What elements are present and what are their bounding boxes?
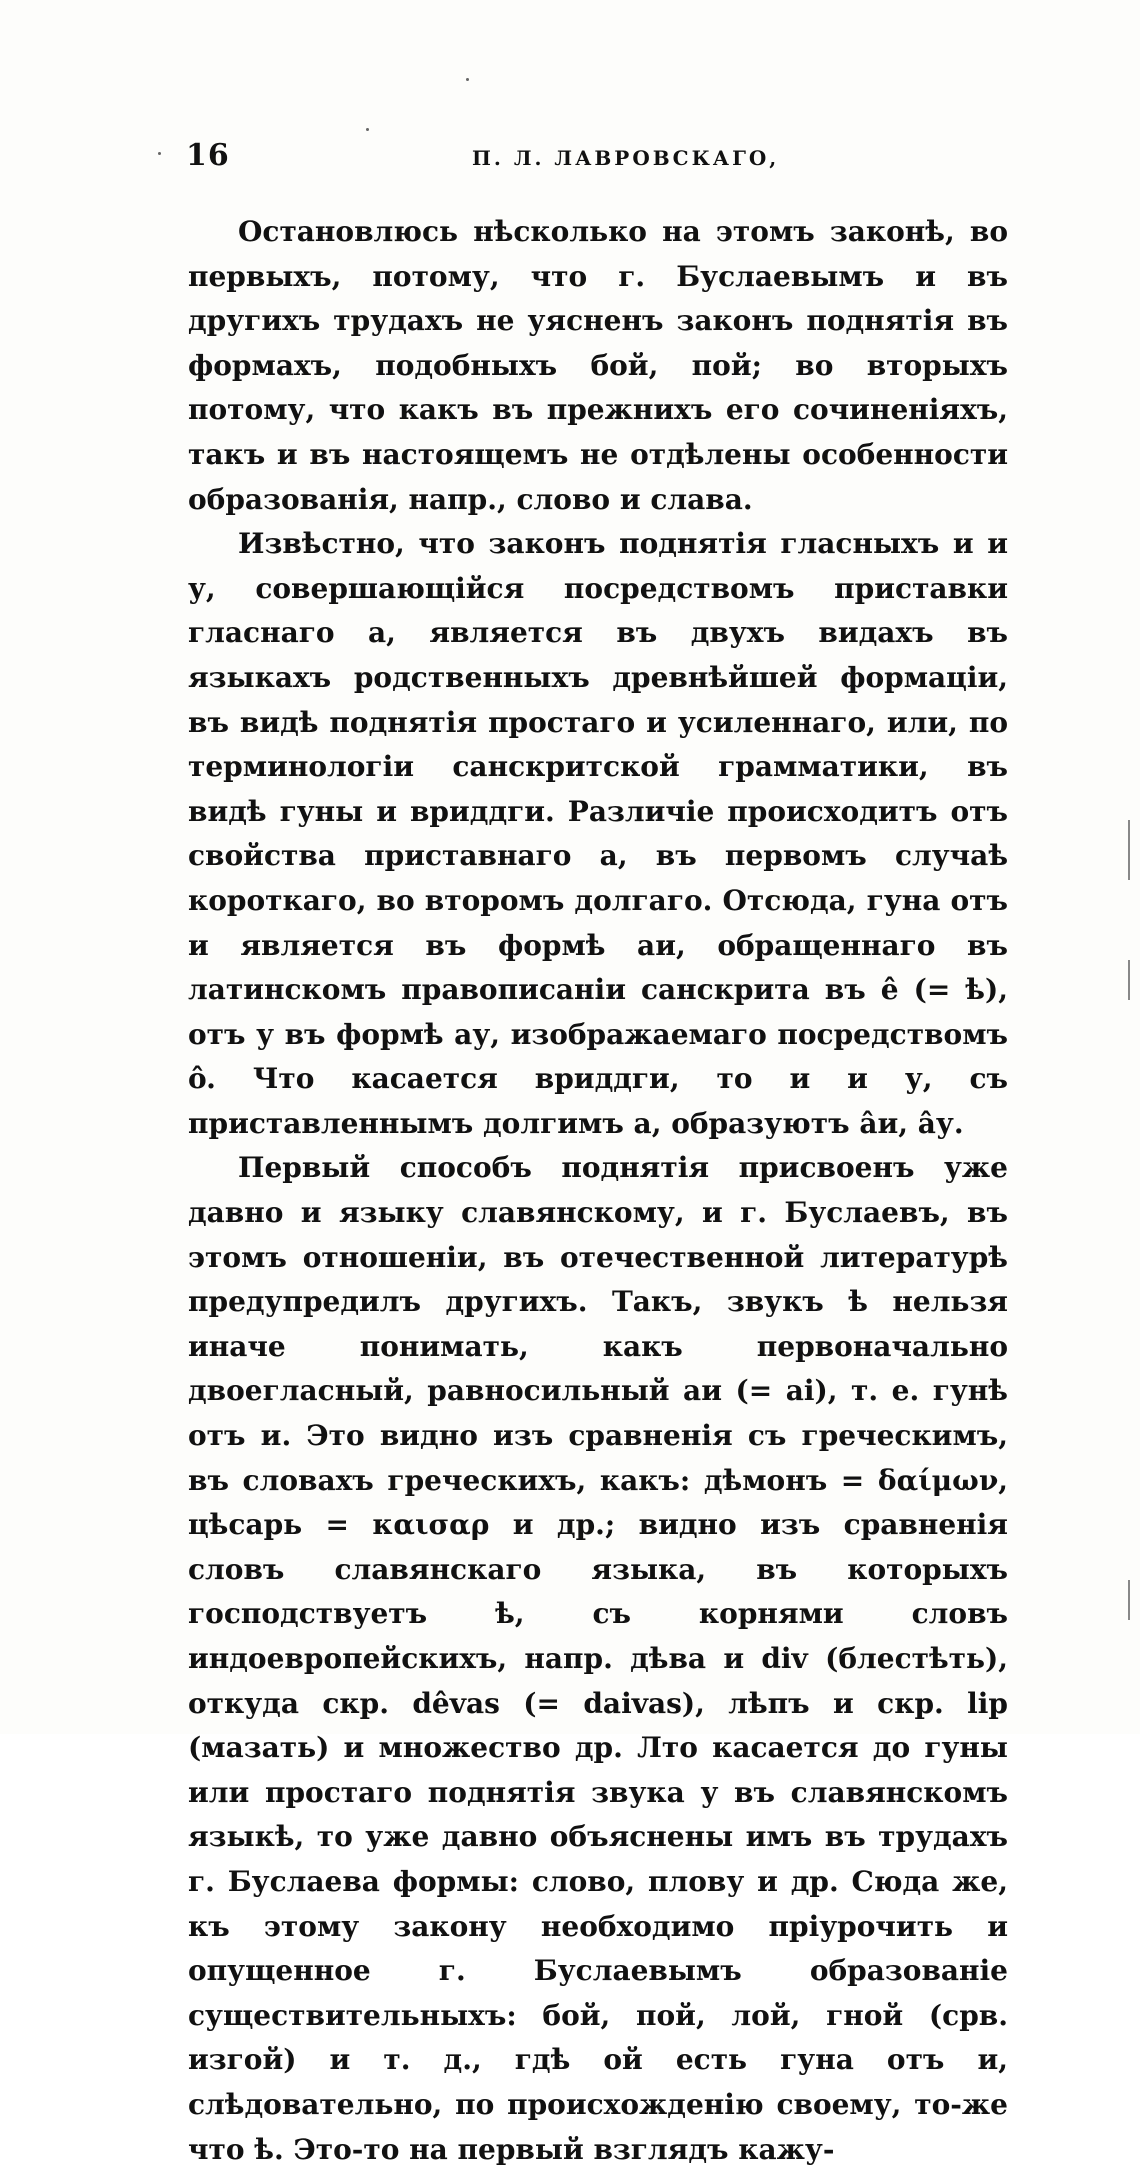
scan-speck [466, 78, 469, 81]
margin-scan-mark [1128, 820, 1130, 880]
page-number: 16 [186, 138, 230, 173]
scan-speck [158, 152, 161, 155]
paragraph-3: Первый способъ поднятія присвоенъ уже давно и языку славянскому, и г. Буслаевъ, въ этомъ отношеніи, въ отечественной литературѣ предупредилъ другихъ. Такъ, звукъ ѣ нельзя иначе понимать, какъ первоначально двоегласный, равносильный аи (= ai), т. е. гунѣ отъ и. Это видно изъ сравненія съ греческимъ, въ словахъ греческихъ, какъ: дѣмонъ = δαίμων, цѣсарь = καισαρ и др.; видно изъ сравненія словъ славянскаго языка, въ которыхъ господствуетъ ѣ, съ корнями словъ индоевропейскихъ, напр. дѣва и div (блестѣть), откуда скр. dêvas (= daivas), лѣпъ и скр. lip (мазать) и множество др. Лто касается до гуны или простаго поднятія звука у въ славянскомъ языкѣ, то уже давно объяснены имъ въ трудахъ г. Буслаева формы: слово, плову и др. Сюда же, къ этому закону необходимо пріурочить и опущенное г. Буслаевымъ образованіе существительныхъ: бой, пой, лой, гной (срв. изгой) и т. д., гдѣ ой есть гуна отъ и, слѣдовательно, по происхожденію своему, то-же что ѣ. Это-то на первый взглядъ кажу- [188, 1151, 1008, 2166]
scan-speck [366, 128, 369, 131]
page-header [182, 138, 1012, 188]
running-head: П. Л. ЛАВРОВСКАГО, [472, 146, 780, 170]
margin-scan-mark [1128, 960, 1130, 1000]
paragraph-1: Остановлюсь нѣсколько на этомъ законѣ, во первыхъ, потому, что г. Буслаевымъ и въ другихъ трудахъ не уясненъ законъ поднятія въ формахъ, подобныхъ бой, пой; во вторыхъ потому, что какъ въ прежнихъ его сочиненіяхъ, такъ и въ настоящемъ не отдѣлены особенности образованія, напр., слово и слава. [188, 215, 1008, 516]
paragraph-2: Извѣстно, что законъ поднятія гласныхъ и и у, совершающійся посредствомъ приставки гласнаго а, является въ двухъ видахъ въ языкахъ родственныхъ древнѣйшей формаціи, въ видѣ поднятія простаго и усиленнаго, или, по терминологіи санскритской грамматики, въ видѣ гуны и вриддги. Различіе происходитъ отъ свойства приставнаго а, въ первомъ случаѣ короткаго, во второмъ долгаго. Отсюда, гуна отъ и является въ формѣ аи, обращеннаго въ латинскомъ правописаніи санскрита въ ê (= ѣ), отъ у въ формѣ ау, изображаемаго посредствомъ ô. Что касается вриддги, то и и у, съ приставленнымъ долгимъ а, образуютъ âи, âу. [188, 527, 1008, 1140]
margin-scan-mark [1128, 1580, 1130, 1620]
body-text [188, 210, 1008, 2172]
